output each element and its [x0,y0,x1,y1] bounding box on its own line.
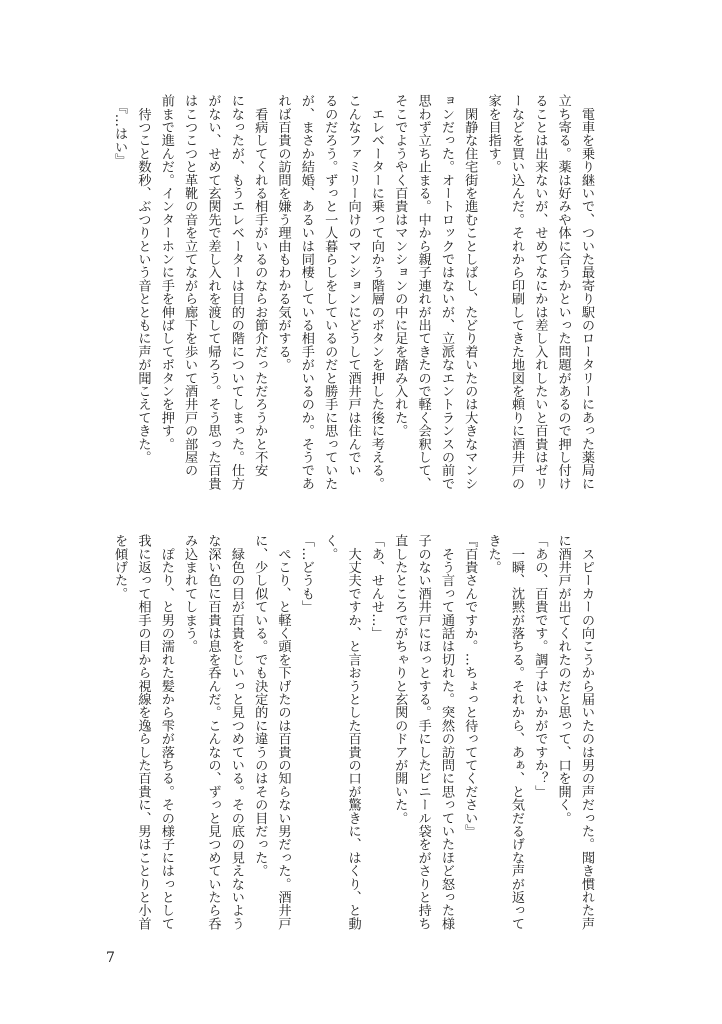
text-column: ョンだった。オートロックではないが、立派なエントランスの前で [438,94,454,490]
text-column: 緑色の目が百貴をじいっと見つめている。その底の見えないよう [228,534,244,930]
text-column: 『百貴さんですか。…ちょっと待っててください』 [462,534,478,838]
text-column: 家を目指す。 [485,94,501,174]
text-column: が、まさか結婚、あるいは同棲している相手がいるのか。そうであ [298,94,314,490]
text-column: こんなファミリー向けのマンションにどうして酒井戸は住んでい [345,94,361,477]
text-column: 閑静な住宅街を進むことしばし、たどり着いたのは大きなマンシ [462,94,478,490]
text-column: を傾げた。 [112,534,128,600]
text-column: きた。 [485,534,501,574]
text-column: 子のない酒井戸にほっとする。手にしたビニール袋をがさりと持ち [415,534,431,930]
text-column: 一瞬、沈黙が落ちる。それから、あぁ、と気だるげな声が返って [508,534,524,930]
upper-text-block [108,94,598,490]
text-column: そう言って通話は切れた。突然の訪問に思っていたほど怒った様 [438,534,454,930]
lower-text-block [108,534,598,930]
text-column: 我に返って相手の目から視線を逸らした百貴に、男はことりと小首 [135,534,151,930]
text-column: ぺこり、と軽く頭を下げたのは百貴の知らない男だった。酒井戸 [275,534,291,930]
text-column: み込まれてしまう。 [182,534,198,653]
text-column: 電車を乗り継いで、ついた最寄り駅のロータリーにあった薬局に [579,94,594,490]
text-column: 直したところでがちゃりと玄関のドアが開いた。 [392,534,408,825]
text-column: 立ち寄る。薬は好みや体に合うかといった問題があるので押し付け [555,94,571,490]
text-column: 「…どうも」 [298,534,314,614]
text-column: になったが、もうエレベーターは目的の階についてしまった。仕方 [228,94,244,490]
text-column: 看病してくれる相手がいるのならお節介だっただろうかと不安 [252,94,268,477]
text-column: 『…はい』 [112,94,128,167]
text-column: 「あ、せんせ…」 [368,534,384,640]
text-column: がない、せめて玄関先で差し入れを渡して帰ろう。そう思った百貴 [205,94,221,490]
text-column: ぽたり、と男の濡れた髪から雫が落ちる。その様子にはっとして [158,534,174,930]
text-column: 前まで進んだ。インターホンに手を伸ばしてボタンを押す。 [158,94,174,451]
text-column: 思わず立ち止まる。中から親子連れが出てきたので軽く会釈して、 [415,94,431,490]
text-column: そこでようやく百貴はマンションの中に足を踏み入れた。 [392,94,408,438]
text-column: な深い色に百貴は息を呑んだ。こんなの、ずっと見つめていたら呑 [205,534,221,930]
text-column: れば百貴の訪問を嫌う理由もわかる気がする。 [275,94,291,372]
text-column: に、少し似ている。でも決定的に違うのはその目だった。 [252,534,268,878]
text-column: に酒井戸が出てくれたのだと思って、口を開く。 [555,534,571,825]
text-column: 「あの、百貴です。調子はいかがですか？」 [532,534,548,798]
text-column: エレベーターに乗って向かう階層のボタンを押した後に考える。 [368,94,384,490]
text-column: スピーカーの向こうから届いたのは男の声だった。聞き慣れた声 [579,534,594,930]
text-column: ーなどを買い込んだ。それから印刷してきた地図を頼りに酒井戸の [508,94,524,490]
text-column: はこつこつと革靴の音を立てながら廊下を歩いて酒井戸の部屋の [182,94,198,477]
text-column: ることは出来ないが、せめてなにかは差し入れしたいと百貴はゼリ [532,94,548,490]
page-number: 7 [106,950,115,966]
text-column: るのだろう。ずっと一人暮らしをしているのだと勝手に思っていた [322,94,338,490]
text-column: く。 [322,534,338,561]
text-column: 待つこと数秒、ぶつりという音とともに声が聞こえてきた。 [135,94,151,464]
text-column: 大丈夫ですか、と言おうとした百貴の口が驚きに、はくり、と動 [345,534,361,930]
